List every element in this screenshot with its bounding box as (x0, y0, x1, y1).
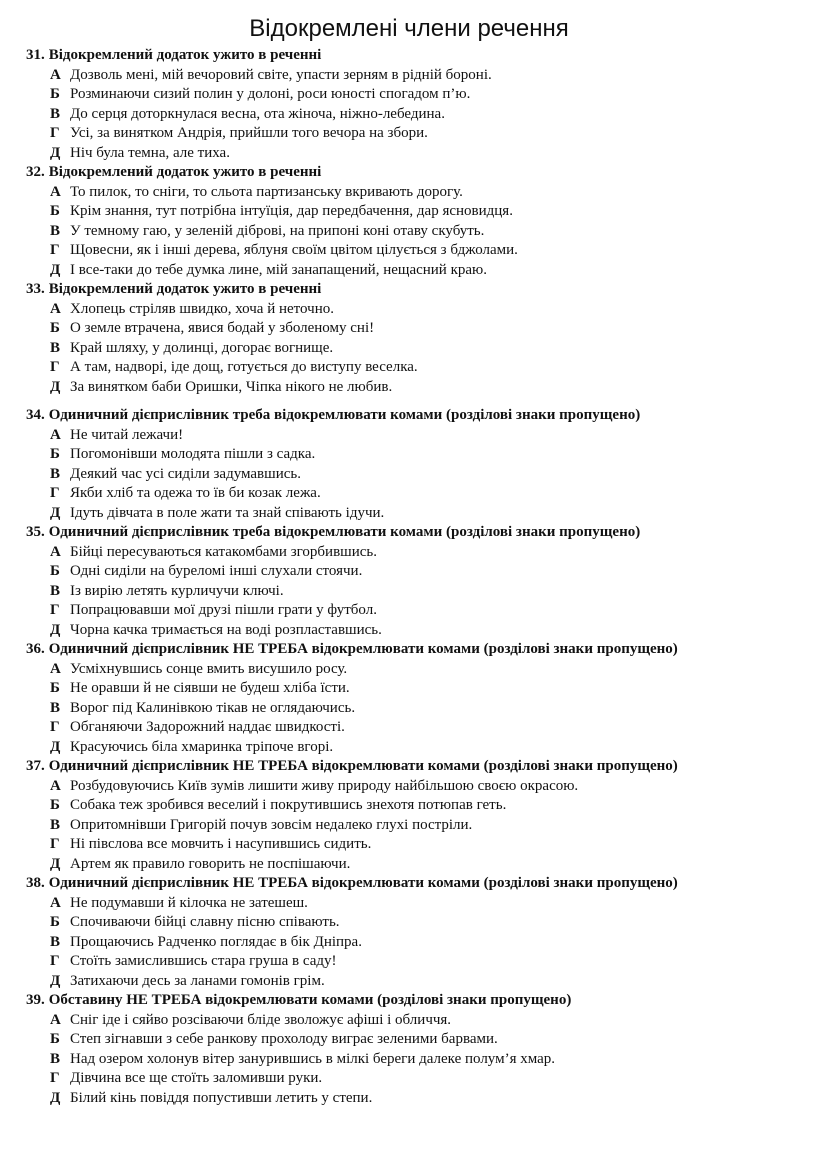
option-letter: А (50, 894, 61, 911)
option-text: Якби хліб та одежа то їв би козак лежа. (70, 485, 321, 501)
answer-option (50, 319, 818, 339)
option-letter: В (50, 465, 61, 482)
question-heading (26, 874, 818, 894)
answer-option (50, 660, 818, 680)
answer-option (50, 601, 818, 621)
question-number: 33. (26, 281, 45, 297)
answer-option (50, 358, 818, 378)
option-letter: Г (50, 485, 60, 501)
answer-option (50, 796, 818, 816)
question-heading (26, 163, 818, 183)
option-letter: В (50, 222, 61, 239)
question-2 (0, 163, 818, 280)
option-letter: Г (50, 836, 60, 852)
question-number: 39. (26, 992, 45, 1008)
option-letter: Б (50, 797, 60, 813)
answer-option (50, 222, 818, 242)
option-letter: Г (50, 953, 60, 969)
question-heading (26, 46, 818, 66)
answer-option (50, 835, 818, 855)
answer-option (50, 972, 818, 992)
option-letter: Д (50, 261, 61, 278)
answer-option (50, 1011, 818, 1031)
option-text: Ідуть дівчата в поле жати та знай співають ідучи. (70, 504, 385, 521)
question-list (0, 46, 818, 1108)
answer-option (50, 933, 818, 953)
question-number: 36. (26, 641, 45, 657)
question-heading (26, 991, 818, 1011)
question-number: 34. (26, 407, 45, 423)
answer-option (50, 465, 818, 485)
answer-option (50, 1030, 818, 1050)
answer-option (50, 582, 818, 602)
option-text: Собака теж зробився веселий і покрутившись знехотя потюпав геть. (70, 797, 507, 813)
option-text: Спочиваючи бійці славну пісню співають. (70, 914, 340, 930)
option-text: Ні півслова все мовчить і насупившись сидить. (70, 836, 372, 852)
option-text: Розминаючи сизий полин у долоні, роси юності спогадом п’ю. (70, 86, 471, 102)
answer-option (50, 261, 818, 281)
question-8 (0, 874, 818, 991)
option-text: Степ зігнавши з себе ранкову прохолоду виграє зеленими барвами. (70, 1031, 498, 1047)
option-text: О земле втрачена, явися бодай у зболеному сні! (70, 320, 375, 336)
answer-option (50, 621, 818, 641)
question-number: 37. (26, 758, 45, 774)
answer-option (50, 144, 818, 164)
option-text: І все-таки до тебе думка лине, мій занапащений, нещасний краю. (70, 261, 487, 278)
answer-option (50, 738, 818, 758)
option-text: Артем як правило говорить не поспішаючи. (70, 855, 351, 872)
question-4 (0, 406, 818, 523)
option-letter: Г (50, 1070, 60, 1086)
question-text: Відокремлений додаток ужито в реченні (48, 164, 322, 180)
answer-option (50, 1069, 818, 1089)
option-letter: А (50, 426, 61, 443)
option-text: Ніч була темна, але тиха. (70, 144, 230, 161)
option-letter: Г (50, 602, 60, 618)
answer-option (50, 339, 818, 359)
option-letter: А (50, 66, 61, 83)
answer-option (50, 1089, 818, 1109)
question-1 (0, 46, 818, 163)
option-text: Білий кінь повіддя попустивши летить у степи. (70, 1089, 373, 1106)
question-text: Одиничний дієприслівник треба відокремлювати комами (розділові знаки пропущено) (48, 524, 641, 540)
answer-option (50, 855, 818, 875)
option-text: Одні сиділи на буреломі інші слухали стоячи. (70, 563, 363, 579)
option-letter: В (50, 105, 61, 122)
option-text: Сніг іде і сяйво розсіваючи бліде зволожує афіші і обличчя. (70, 1011, 452, 1028)
option-letter: Б (50, 446, 60, 462)
option-letter: Б (50, 1031, 60, 1047)
option-text: Хлопець стріляв швидко, хоча й неточно. (70, 300, 334, 317)
option-letter: В (50, 699, 61, 716)
answer-option (50, 445, 818, 465)
answer-option (50, 484, 818, 504)
answer-option (50, 183, 818, 203)
option-text: За винятком баби Оришки, Чіпка нікого не любив. (70, 378, 393, 395)
question-7 (0, 757, 818, 874)
option-text: Щовесни, як і інші дерева, яблуня своїм цвітом цілується з бджолами. (70, 242, 518, 258)
question-number: 32. (26, 164, 45, 180)
option-letter: Б (50, 320, 60, 336)
option-text: Затихаючи десь за ланами гомонів грім. (70, 972, 325, 989)
question-text: Одиничний дієприслівник треба відокремлювати комами (розділові знаки пропущено) (48, 407, 641, 423)
answer-option (50, 66, 818, 86)
question-6 (0, 640, 818, 757)
option-letter: Б (50, 203, 60, 219)
option-letter: Д (50, 855, 61, 872)
question-number: 38. (26, 875, 45, 891)
option-letter: Г (50, 125, 60, 141)
question-heading (26, 406, 818, 426)
answer-option (50, 718, 818, 738)
option-text: Не читай лежачи! (70, 426, 184, 443)
question-9 (0, 991, 818, 1108)
question-heading (26, 757, 818, 777)
option-text: А там, надворі, іде дощ, готується до виступу веселка. (70, 359, 418, 375)
question-5 (0, 523, 818, 640)
option-text: Прощаючись Радченко поглядає в бік Дніпра. (70, 933, 362, 950)
option-letter: Б (50, 86, 60, 102)
option-text: Деякий час усі сиділи задумавшись. (70, 465, 301, 482)
question-text: Одиничний дієприслівник НЕ ТРЕБА відокремлювати комами (розділові знаки пропущено) (48, 641, 678, 657)
option-letter: А (50, 543, 61, 560)
option-letter: Д (50, 504, 61, 521)
question-text: Відокремлений додаток ужито в реченні (48, 281, 322, 297)
option-text: Попрацювавши мої друзі пішли грати у футбол. (70, 602, 377, 618)
option-text: Дозволь мені, мій вечоровий світе, упасти зерням в рідній бороні. (70, 66, 492, 83)
question-text: Одиничний дієприслівник НЕ ТРЕБА відокремлювати комами (розділові знаки пропущено) (48, 758, 678, 774)
option-letter: В (50, 582, 61, 599)
answer-option (50, 1050, 818, 1070)
answer-option (50, 699, 818, 719)
option-text: То пилок, то сніги, то сльота партизанську вкривають дорогу. (70, 183, 463, 200)
option-letter: А (50, 183, 61, 200)
answer-option (50, 952, 818, 972)
option-text: Не подумавши й кілочка не затешеш. (70, 894, 308, 911)
option-text: Усміхнувшись сонце вмить висушило росу. (70, 660, 348, 677)
question-3 (0, 280, 818, 397)
answer-option (50, 894, 818, 914)
option-text: Стоїть замислившись стара груша в саду! (70, 953, 337, 969)
answer-option (50, 543, 818, 563)
answer-option (50, 679, 818, 699)
answer-option (50, 202, 818, 222)
question-number: 35. (26, 524, 45, 540)
option-text: Крім знання, тут потрібна інтуїція, дар передбачення, дар ясновидця. (70, 203, 513, 219)
option-text: Дівчина все ще стоїть заломивши руки. (70, 1070, 323, 1086)
answer-option (50, 777, 818, 797)
answer-option (50, 562, 818, 582)
option-letter: Д (50, 738, 61, 755)
question-heading (26, 523, 818, 543)
option-letter: Д (50, 378, 61, 395)
answer-option (50, 913, 818, 933)
option-text: Край шляху, у долинці, догорає вогнище. (70, 339, 334, 356)
answer-option (50, 241, 818, 261)
option-text: У темному гаю, у зеленій діброві, на припоні коні отаву скубуть. (70, 222, 485, 239)
option-letter: В (50, 1050, 61, 1067)
option-text: Опритомнівши Григорій почув зовсім недалеко глухі постріли. (70, 816, 473, 833)
option-letter: Д (50, 621, 61, 638)
option-text: Чорна качка тримається на воді розпластавшись. (70, 621, 382, 638)
option-letter: Г (50, 359, 60, 375)
option-text: Розбудовуючись Київ зумів лишити живу природу найбільшою своєю окрасою. (70, 777, 579, 794)
option-text: Бійці пересуваються катакомбами згорбившись. (70, 543, 377, 560)
option-letter: Г (50, 719, 60, 735)
option-letter: А (50, 777, 61, 794)
option-letter: А (50, 300, 61, 317)
option-letter: Д (50, 1089, 61, 1106)
question-text: Відокремлений додаток ужито в реченні (48, 47, 322, 63)
option-letter: Д (50, 972, 61, 989)
option-text: До серця доторкнулася весна, ота жіноча, ніжно-лебедина. (70, 105, 445, 122)
option-letter: Б (50, 914, 60, 930)
question-text: Одиничний дієприслівник НЕ ТРЕБА відокремлювати комами (розділові знаки пропущено) (48, 875, 678, 891)
option-text: Над озером холонув вітер занурившись в мілкі береги далеке полум’я хмар. (70, 1050, 556, 1067)
page-title: Відокремлені члени речення (249, 15, 569, 42)
option-letter: В (50, 816, 61, 833)
option-letter: Д (50, 144, 61, 161)
answer-option (50, 378, 818, 398)
option-text: Із вирію летять курличучи ключі. (70, 582, 284, 599)
answer-option (50, 124, 818, 144)
option-letter: В (50, 933, 61, 950)
option-letter: Б (50, 563, 60, 579)
option-text: Не оравши й не сіявши не будеш хліба їсти. (70, 680, 350, 696)
question-heading (26, 640, 818, 660)
option-text: Красуючись біла хмаринка тріпоче вгорі. (70, 738, 334, 755)
answer-option (50, 85, 818, 105)
question-text: Обставину НЕ ТРЕБА відокремлювати комами (розділові знаки пропущено) (48, 992, 572, 1008)
option-letter: А (50, 1011, 61, 1028)
answer-option (50, 816, 818, 836)
option-letter: Г (50, 242, 60, 258)
option-letter: Б (50, 680, 60, 696)
question-heading (26, 280, 818, 300)
option-letter: В (50, 339, 61, 356)
question-number: 31. (26, 47, 45, 63)
option-text: Усі, за винятком Андрія, прийшли того вечора на збори. (70, 125, 428, 141)
answer-option (50, 300, 818, 320)
option-letter: А (50, 660, 61, 677)
answer-option (50, 504, 818, 524)
answer-option (50, 105, 818, 125)
option-text: Обганяючи Задорожний наддає швидкості. (70, 719, 345, 735)
option-text: Погомонівши молодята пішли з садка. (70, 446, 316, 462)
answer-option (50, 426, 818, 446)
option-text: Ворог під Калинівкою тікав не оглядаючись. (70, 699, 356, 716)
